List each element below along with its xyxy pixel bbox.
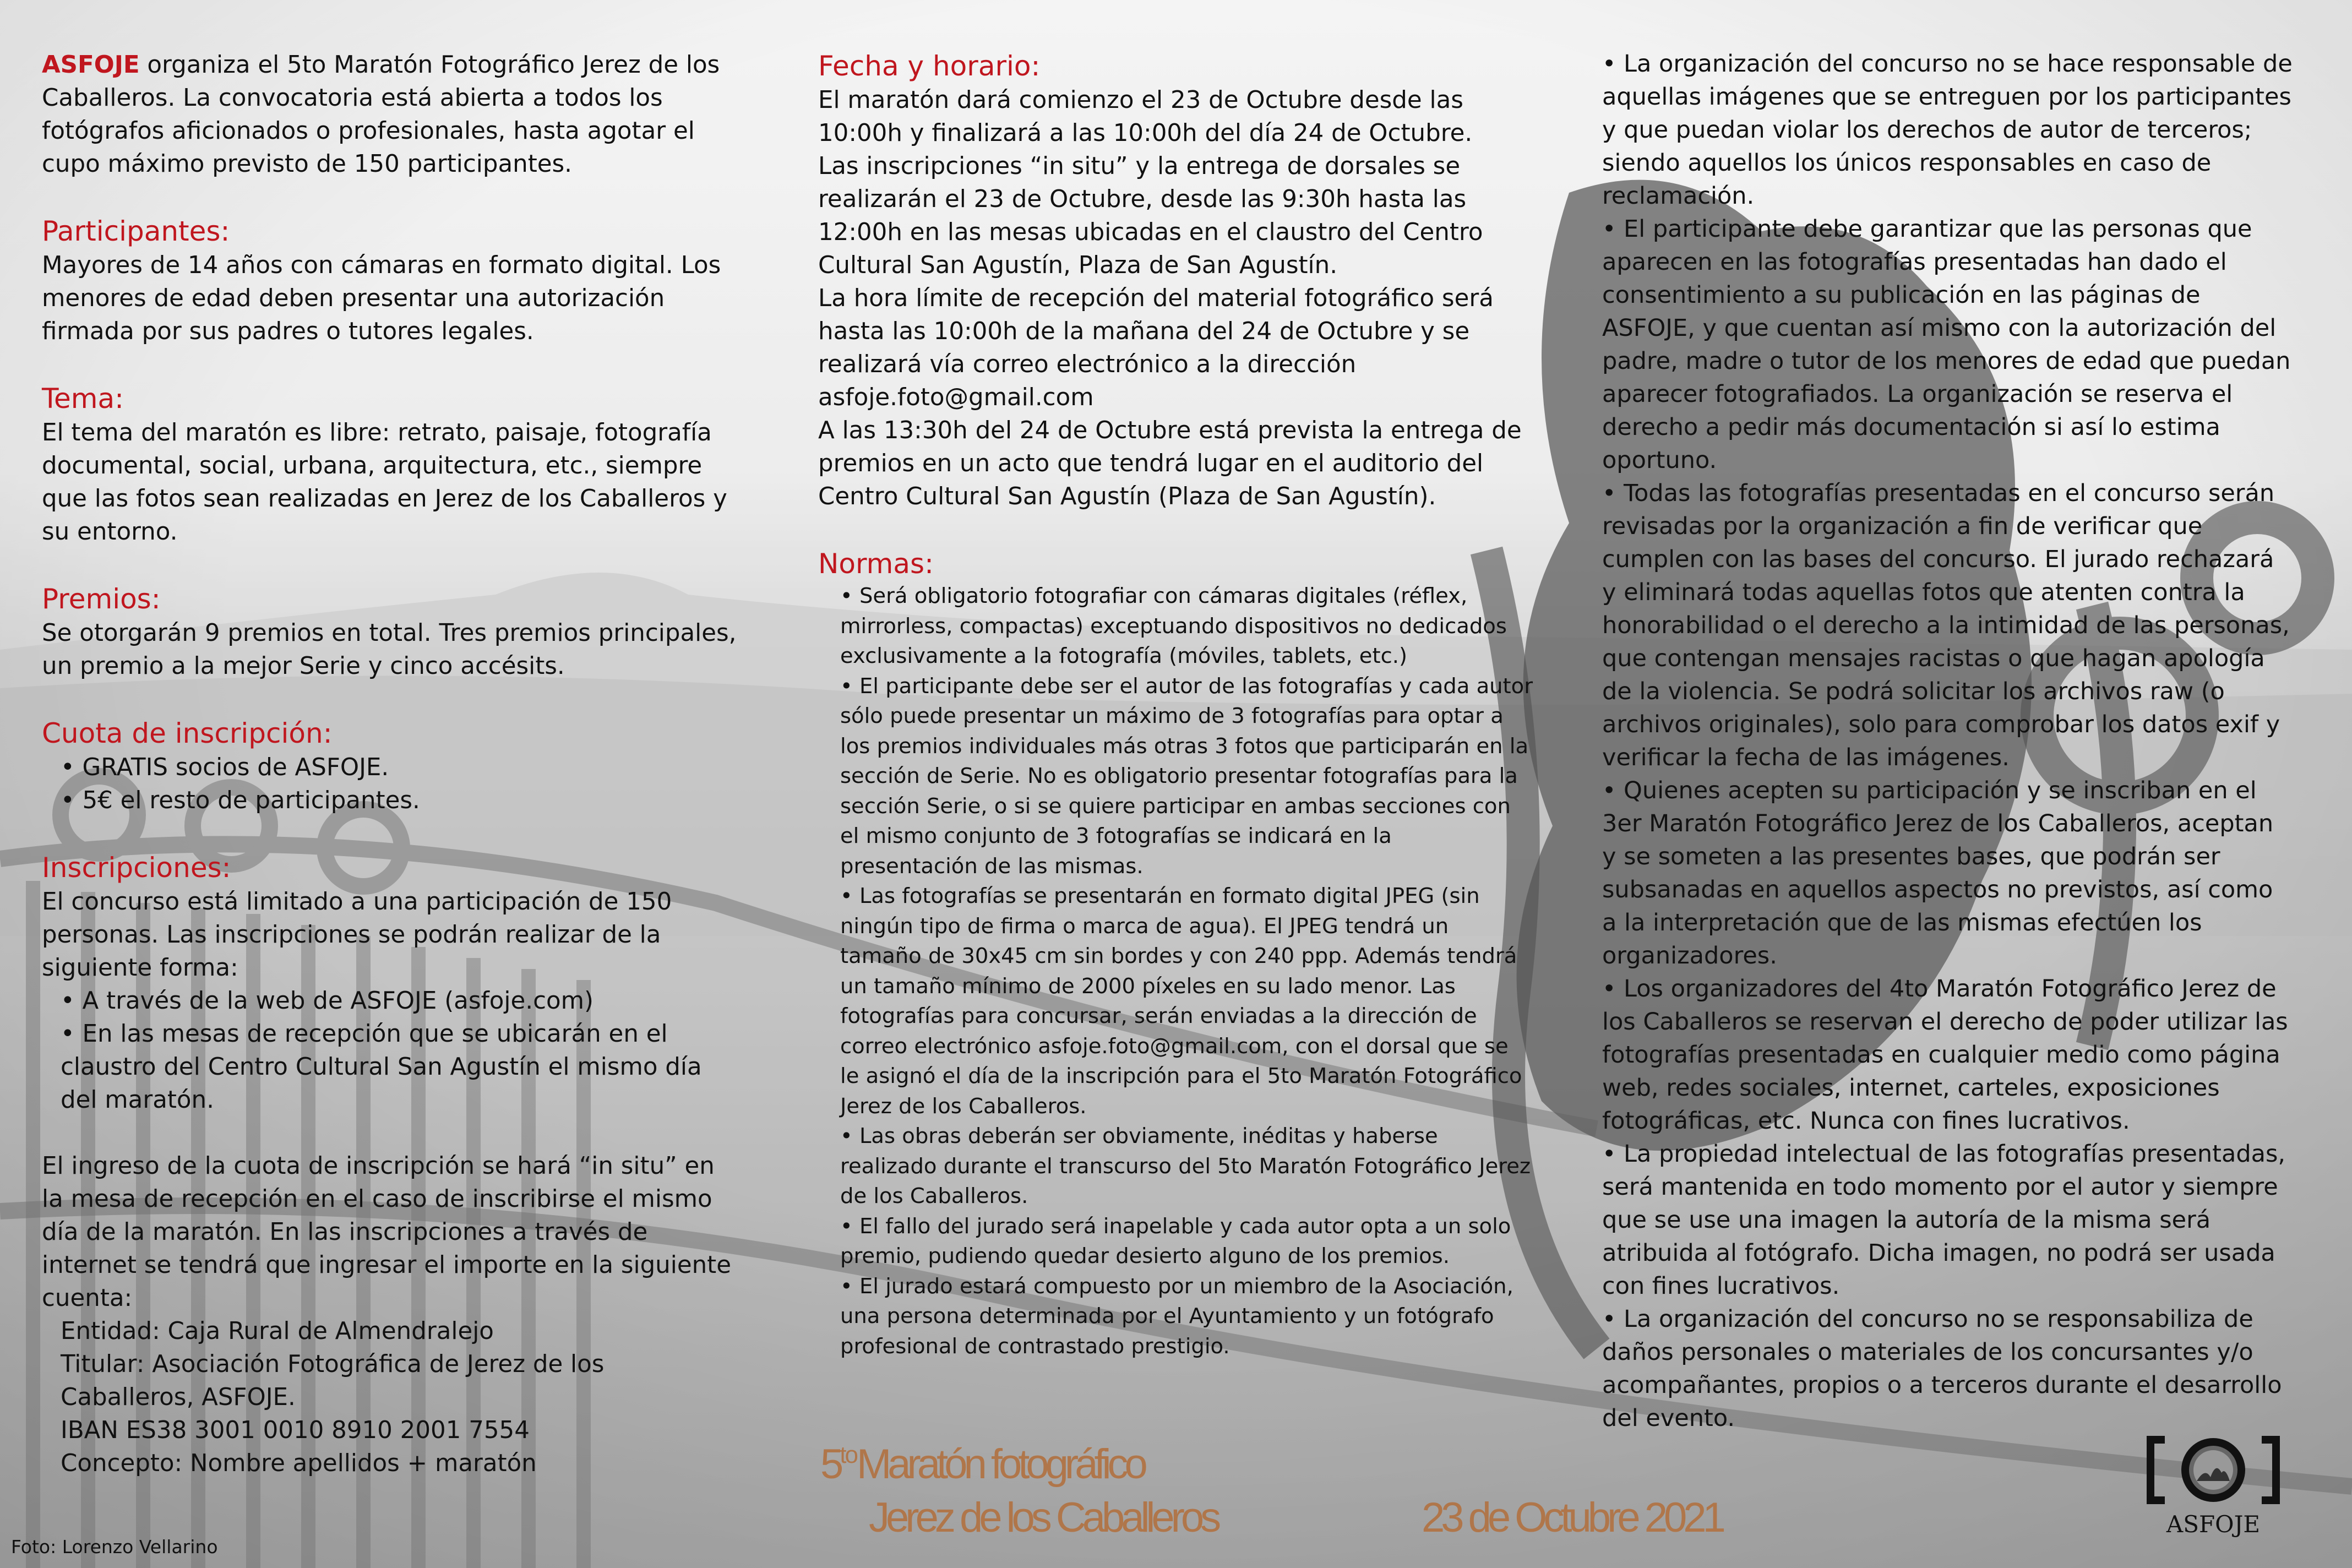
title-rest: Maratón fotográfico <box>856 1441 1144 1488</box>
norma-item: • Todas las fotografías presentadas en el concurso serán revisadas por la organización a fin de verificar que cumplen con las bases del concurso. El jurado rechazará y eliminará todas aquellas fotos que atenten contra la honorabilidad o el derecho a la intimidad de las personas, que contengan mensajes racistas o que hagan apología de la violencia. Se podrá solicitar los archivos raw (o archivos originales), solo para comprobar los datos exif y verificar la fecha de las imágenes. <box>1602 480 2290 771</box>
cuota-item: • 5€ el resto de participantes. <box>61 787 420 814</box>
ingreso-text: El ingreso de la cuota de inscripción se hará “in situ” en la mesa de recepción en el caso de inscribirse el mismo día de la maratón. En las inscripciones a través de internet se tendrá que ingresar el importe en la siguiente cuenta: <box>42 1152 731 1312</box>
heading-normas: Normas: <box>818 548 934 580</box>
premios-text: Se otorgarán 9 premios en total. Tres premios principales, un premio a la mejor Serie y cinco accésits. <box>42 619 737 680</box>
photo-credit: Foto: Lorenzo Vellarino <box>11 1536 218 1558</box>
heading-fecha: Fecha y horario: <box>818 50 1041 82</box>
entidad-line: Entidad: Caja Rural de Almendralejo <box>61 1317 494 1345</box>
column-middle <box>818 48 1534 1362</box>
fecha-text: Las inscripciones “in situ” y la entrega de dorsales se realizarán el 23 de Octubre, desde las 9:30h hasta las 12:00h en las mesas ubicadas en el claustro del Centro Cultural San Agustín, Plaza de San Agustín. <box>818 153 1483 279</box>
norma-item: • Será obligatorio fotografiar con cámaras digitales (réflex, mirrorless, compactas) exceptuando dispositivos no dedicados exclusivamente a la fotografía (móviles, tablets, etc.) <box>840 584 1507 668</box>
heading-cuota: Cuota de inscripción: <box>42 717 333 749</box>
inscripciones-text: El concurso está limitado a una participación de 150 personas. Las inscripciones se podrán realizar de la siguiente forma: <box>42 888 672 982</box>
iban-line: IBAN ES38 3001 0010 8910 2001 7554 <box>61 1417 530 1444</box>
norma-item: • La organización del concurso no se hace responsable de aquellas imágenes que se entreguen por los participantes y que puedan violar los derechos de autor de terceros; siendo aquellos los únicos responsables en caso de reclamación. <box>1602 50 2293 210</box>
fecha-text: El maratón dará comienzo el 23 de Octubre desde las 10:00h y finalizará a las 10:00h del día 24 de Octubre. <box>818 86 1473 147</box>
norma-item: • La propiedad intelectual de las fotografías presentadas, será mantenida en todo momento por el autor y siempre que se use una imagen la autoría de la misma será atribuida al fotógrafo. Dicha imagen, no podrá ser usada con fines lucrativos. <box>1602 1140 2286 1300</box>
norma-item: • Quienes acepten su participación y se inscriban en el 3er Maratón Fotográfico Jerez de los Caballeros, aceptan y se someten a las presentes bases, que podrán ser subsanadas en aquellos aspectos no previstos, así como a la interpretación que de las mismas efectúen los organizadores. <box>1602 777 2274 970</box>
norma-item: • Las fotografías se presentarán en formato digital JPEG (sin ningún tipo de firma o marca de agua). El JPEG tendrá un tamaño de 30x45 cm sin bordes y con 240 ppp. Además tendrá un tamaño mínimo de 2000 píxeles en su lado menor. Las fotografías para concursar, serán enviadas a la dirección de correo electrónico asfoje.foto@gmail.com, con el dorsal que se le asignó el día de la inscripción para el 5to Maratón Fotográfico Jerez de los Caballeros. <box>840 884 1522 1119</box>
intro-paragraph <box>42 48 741 181</box>
norma-item: • La organización del concurso no se responsabiliza de daños personales o materiales de los concursantes y/o acompañantes, propios o a terceros durante el desarrollo del evento. <box>1602 1305 2282 1432</box>
asfoje-logo <box>2142 1429 2285 1544</box>
heading-premios: Premios: <box>42 583 161 615</box>
logo-text: ASFOJE <box>2166 1511 2261 1538</box>
norma-item: • El jurado estará compuesto por un miembro de la Asociación, una persona determinada por el Ayuntamiento y un fotógrafo profesional de contrastado prestigio. <box>840 1273 1513 1359</box>
cuota-item: • GRATIS socios de ASFOJE. <box>61 754 389 781</box>
heading-inscripciones: Inscripciones: <box>42 852 231 884</box>
event-title-line2: Jerez de los Caballeros <box>869 1494 1218 1541</box>
inscripciones-item: • A través de la web de ASFOJE (asfoje.com) <box>61 987 594 1015</box>
participantes-text: Mayores de 14 años con cámaras en formato digital. Los menores de edad deben presentar una autorización firmada por sus padres o tutores legales. <box>42 252 721 345</box>
norma-item: • El participante debe ser el autor de las fotografías y cada autor sólo puede presentar un máximo de 3 fotografías para optar a los premios individuales más otras 3 fotos que participarán en la sección de Serie. No es obligatorio presentar fotografías para la sección Serie, o si se quiere participar en ambas secciones con el mismo conjunto de 3 fotografías se indicará en la presentación de las mismas. <box>840 673 1533 879</box>
tema-text: El tema del maratón es libre: retrato, paisaje, fotografía documental, social, urbana, arquitectura, etc., siempre que las fotos sean realizadas en Jerez de los Caballeros y su entorno. <box>42 419 727 546</box>
heading-participantes: Participantes: <box>42 215 230 247</box>
brand-name: ASFOJE <box>42 51 140 79</box>
fecha-text: La hora límite de recepción del material fotográfico será hasta las 10:00h de la mañana del 24 de Octubre y se realizará vía correo electrónico a la dirección asfoje.foto@gmail.com <box>818 285 1494 411</box>
event-date: 23 de Octubre 2021 <box>1422 1494 1722 1541</box>
heading-tema: Tema: <box>42 383 124 415</box>
norma-item: • Los organizadores del 4to Maratón Fotográfico Jerez de los Caballeros se reservan el derecho de poder utilizar las fotografías presentadas en cualquier medio como página web, redes sociales, internet, carteles, exposiciones fotográficas, etc. Nunca con fines lucrativos. <box>1602 975 2288 1135</box>
norma-item: • El fallo del jurado será inapelable y cada autor opta a un solo premio, pudiendo quedar desierto alguno de los premios. <box>840 1213 1511 1268</box>
title-number: 5 <box>820 1441 840 1488</box>
fecha-text: A las 13:30h del 24 de Octubre está prevista la entrega de premios en un acto que tendrá lugar en el auditorio del Centro Cultural San Agustín (Plaza de San Agustín). <box>818 417 1522 510</box>
norma-item: • El participante debe garantizar que las personas que aparecen en las fotografías presentadas han dado el consentimiento a su publicación en las páginas de ASFOJE, y que cuentan así mismo con la autorización del padre, madre o tutor de los menores de edad que puedan aparecer fotografiados. La organización se reserva el derecho a pedir más documentación si así lo estima oportuno. <box>1602 215 2291 474</box>
column-left <box>42 48 741 1480</box>
inscripciones-item: • En las mesas de recepción que se ubicarán en el claustro del Centro Cultural San Agustín el mismo día del maratón. <box>61 1020 702 1114</box>
title-ordinal: to <box>840 1441 857 1468</box>
event-title-line1 <box>820 1430 1144 1489</box>
concepto-line: Concepto: Nombre apellidos + maratón <box>61 1450 537 1477</box>
titular-line: Titular: Asociación Fotográfica de Jerez de los Caballeros, ASFOJE. <box>61 1351 605 1411</box>
column-right <box>1583 47 2294 1435</box>
norma-item: • Las obras deberán ser obviamente, inéditas y haberse realizado durante el transcurso del 5to Maratón Fotográfico Jerez de los Caballeros. <box>840 1124 1531 1208</box>
intro-text: organiza el 5to Maratón Fotográfico Jerez de los Caballeros. La convocatoria está abierta a todos los fotógrafos aficionados o profesionales, hasta agotar el cupo máximo previsto de 150 participantes. <box>42 51 720 178</box>
